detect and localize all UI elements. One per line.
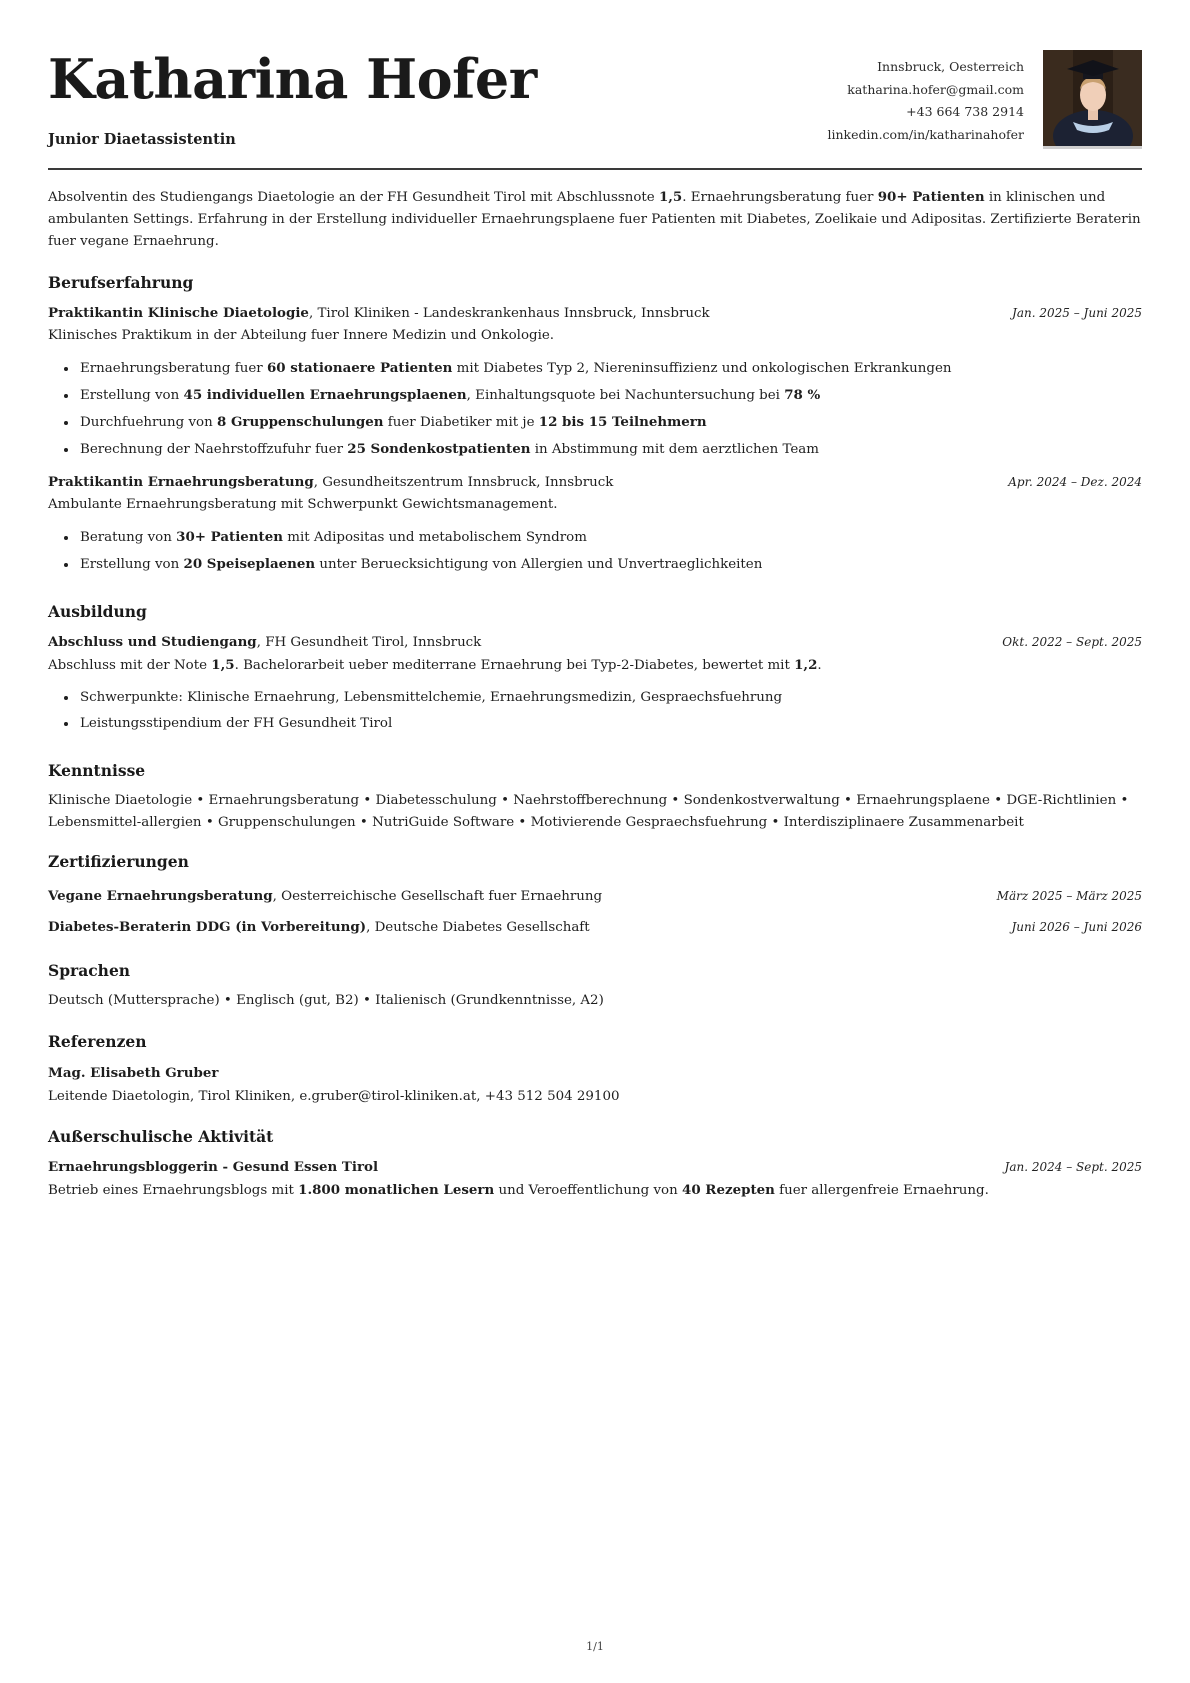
entry-header	[48, 1156, 1142, 1179]
text-fragment: Erstellung von	[80, 557, 184, 572]
highlight-text: 8 Gruppenschulungen	[217, 414, 384, 430]
entry-title-line	[48, 631, 481, 654]
activities-list	[48, 1156, 1142, 1202]
entry-date: Okt. 2022 – Sept. 2025	[1002, 635, 1142, 649]
experience-list	[48, 302, 1142, 578]
entry	[48, 631, 1142, 737]
text-fragment: fuer Diabetiker mit je	[383, 415, 539, 430]
resume-page	[48, 0, 1142, 1210]
text-fragment: in Abstimmung mit dem aerztlichen Team	[530, 442, 819, 457]
text-fragment: .	[817, 658, 822, 673]
contact-phone: +43 664 738 2914	[906, 104, 1024, 119]
entry-header	[48, 631, 1142, 654]
text-fragment: Berechnung der Naehrstoffzufuhr fuer	[80, 442, 348, 457]
highlight-text: 1,2	[794, 657, 818, 673]
text-fragment: unter Beruecksichtigung von Allergien und Unvertraeglichkeiten	[315, 557, 763, 572]
entry-title: Ernaehrungsbloggerin - Gesund Essen Tirol	[48, 1159, 379, 1175]
highlight-text: 25 Sondenkostpatienten	[347, 441, 531, 457]
highlight-text: 30+ Patienten	[176, 529, 283, 545]
section-title-skills: Kenntnisse	[48, 761, 146, 780]
resume-header	[48, 0, 1142, 168]
bullet-item	[78, 551, 1142, 578]
text-fragment: Ambulante Ernaehrungsberatung mit Schwerpunkt Gewichtsmanagement.	[48, 497, 558, 512]
text-fragment: fuer allergenfreie Ernaehrung.	[774, 1183, 989, 1198]
highlight-text: 1,5	[211, 657, 235, 673]
certification-row	[48, 881, 1142, 912]
highlight-text: 1,5	[658, 189, 683, 205]
text-fragment: Beratung von	[80, 530, 177, 545]
skills-list: Klinische Diaetologie • Ernaehrungsberatung • Diabetesschulung • Naehrstoffberechnung • Sondenkostverwaltung • Ernaehrungsplaene • DGE-Richtlinien • Lebensmittel-allergien • Gruppenschulungen • NutriGuide Software • Motivierende Gespraechsfuehrung • Interdisziplinaere Zusammenarbeit	[48, 793, 1129, 830]
text-fragment: mit Adipositas und metabolischem Syndrom	[283, 530, 587, 545]
text-fragment: Ernaehrungsberatung fuer	[80, 361, 267, 376]
profile-photo	[1043, 50, 1142, 149]
certification-title-line	[48, 881, 602, 912]
entry-description	[48, 654, 1142, 677]
entry-organization: , Tirol Kliniken - Landeskrankenhaus Innsbruck, Innsbruck	[308, 306, 710, 321]
text-fragment: Durchfuehrung von	[80, 415, 217, 430]
entry-title-line	[48, 302, 710, 325]
reference-detail: Leitende Diaetologin, Tirol Kliniken, e.gruber@tirol-kliniken.at, +43 512 504 29100	[48, 1089, 620, 1104]
section-title-languages: Sprachen	[48, 961, 131, 980]
entry-title: Praktikantin Ernaehrungsberatung	[48, 474, 314, 490]
entry	[48, 302, 1142, 463]
languages-list: Deutsch (Muttersprache) • Englisch (gut, B2) • Italienisch (Grundkenntnisse, A2)	[48, 993, 604, 1008]
bullet-item	[78, 436, 1142, 463]
highlight-text: 60 stationaere Patienten	[266, 360, 453, 376]
summary-paragraph	[48, 186, 1142, 253]
section-title-activities: Außerschulische Aktivität	[48, 1127, 274, 1146]
text-fragment: und Veroeffentlichung von	[494, 1183, 683, 1198]
bullet-item	[78, 524, 1142, 551]
entry-title: Abschluss und Studiengang	[48, 634, 257, 650]
bullet-list	[48, 524, 1142, 578]
section-title-certifications: Zertifizierungen	[48, 852, 189, 871]
bullet-list	[48, 685, 1142, 737]
text-fragment: Betrieb eines Ernaehrungsblogs mit	[48, 1183, 299, 1198]
entry-description	[48, 1179, 1142, 1202]
entry-date: Apr. 2024 – Dez. 2024	[1008, 475, 1142, 489]
highlight-text: 40 Rezepten	[682, 1182, 775, 1198]
text-fragment: Klinisches Praktikum in der Abteilung fuer Innere Medizin und Onkologie.	[48, 328, 555, 343]
text-fragment: Leistungsstipendium der FH Gesundheit Tirol	[80, 716, 393, 731]
entry-organization: , FH Gesundheit Tirol, Innsbruck	[256, 635, 482, 650]
contact-linkedin[interactable]: linkedin.com/in/katharinahofer	[827, 126, 1024, 142]
entry	[48, 471, 1142, 578]
contact-email[interactable]: katharina.hofer@gmail.com	[847, 81, 1024, 97]
reference-name: Mag. Elisabeth Gruber	[48, 1065, 219, 1081]
section-title-education: Ausbildung	[48, 602, 147, 621]
contact-block	[828, 56, 1025, 146]
entry-date: Jan. 2025 – Juni 2025	[1012, 306, 1142, 320]
highlight-text: 20 Speiseplaenen	[183, 556, 316, 572]
page-number: 1/1	[586, 1640, 604, 1653]
certifications-list	[48, 881, 1142, 943]
candidate-name: Katharina Hofer	[48, 47, 537, 111]
graduation-portrait-icon	[1043, 50, 1142, 149]
text-fragment: Abschluss mit der Note	[48, 658, 212, 673]
text-fragment: Schwerpunkte: Klinische Ernaehrung, Lebensmittelchemie, Ernaehrungsmedizin, Gespraechsfuehrung	[80, 690, 783, 705]
highlight-text: 78 %	[784, 387, 821, 403]
text-fragment: , Einhaltungsquote bei Nachuntersuchung bei	[466, 388, 785, 403]
certification-title-line	[48, 912, 590, 943]
entry-description	[48, 325, 1142, 347]
certification-issuer: , Deutsche Diabetes Gesellschaft	[366, 920, 590, 935]
text-fragment: Erstellung von	[80, 388, 184, 403]
bullet-item	[78, 711, 1142, 737]
bullet-item	[78, 355, 1142, 382]
highlight-text: 1.800 monatlichen Lesern	[298, 1182, 495, 1198]
entry	[48, 1156, 1142, 1202]
entry-description	[48, 494, 1142, 516]
certification-row	[48, 912, 1142, 943]
text-fragment: Absolventin des Studiengangs Diaetologie an der FH Gesundheit Tirol mit Abschlussnote	[48, 190, 659, 205]
entry-title-line	[48, 1156, 378, 1179]
highlight-text: 90+ Patienten	[877, 189, 985, 205]
certification-date: Juni 2026 – Juni 2026	[1011, 920, 1142, 934]
highlight-text: 12 bis 15 Teilnehmern	[538, 414, 707, 430]
entry-header	[48, 471, 1142, 494]
text-fragment: . Bachelorarbeit ueber mediterrane Ernaehrung bei Typ-2-Diabetes, bewertet mit	[234, 658, 795, 673]
certification-title: Vegane Ernaehrungsberatung	[48, 888, 273, 904]
section-title-references: Referenzen	[48, 1032, 147, 1051]
bullet-item	[78, 382, 1142, 409]
certification-title: Diabetes-Beraterin DDG (in Vorbereitung)	[48, 919, 367, 935]
section-title-experience: Berufserfahrung	[48, 273, 194, 292]
entry-header	[48, 302, 1142, 325]
text-fragment: . Ernaehrungsberatung fuer	[682, 190, 878, 205]
entry-date: Jan. 2024 – Sept. 2025	[1004, 1160, 1142, 1174]
bullet-item	[78, 685, 1142, 711]
text-fragment: in klinischen und ambulanten Settings. Erfahrung in der Erstellung individueller Ernaehrungsplaene fuer Patienten mit Diabetes, Zoelikaie und Adipositas. Zertifizierte Beraterin fuer vegane Ernaehrung.	[48, 190, 1141, 249]
header-divider	[48, 168, 1142, 170]
entry-organization: , Gesundheitszentrum Innsbruck, Innsbruck	[313, 475, 614, 490]
contact-location: Innsbruck, Oesterreich	[877, 59, 1024, 74]
text-fragment: mit Diabetes Typ 2, Niereninsuffizienz und onkologischen Erkrankungen	[452, 361, 952, 376]
education-list	[48, 631, 1142, 737]
certification-issuer: , Oesterreichische Gesellschaft fuer Ernaehrung	[272, 889, 603, 904]
entry-title: Praktikantin Klinische Diaetologie	[48, 305, 309, 321]
bullet-list	[48, 355, 1142, 463]
entry-title-line	[48, 471, 613, 494]
candidate-role: Junior Diaetassistentin	[48, 131, 236, 148]
certification-date: März 2025 – März 2025	[996, 889, 1142, 903]
bullet-item	[78, 409, 1142, 436]
highlight-text: 45 individuellen Ernaehrungsplaenen	[183, 387, 467, 403]
